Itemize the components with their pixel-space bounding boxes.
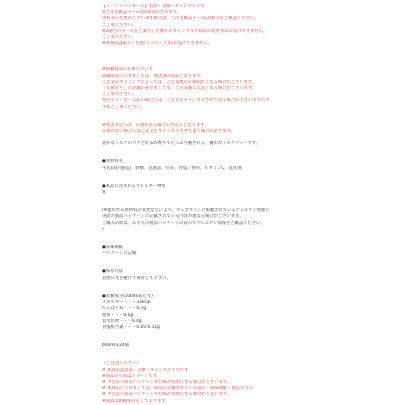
notice-line: ※掲載商品の在庫について (102, 67, 153, 73)
nutrition-item: 脂質・・・0.5g (102, 312, 134, 318)
storage-text: 直射日光を避けて保管して下さい。 (102, 275, 171, 281)
product-description (102, 4, 302, 405)
notice-line: 予めご了承ください。 (102, 104, 145, 110)
allergen-note-line: ご購入の際は、お手元の製品パッケージの表示でアレルゲン情報をご確認ください。 (102, 220, 265, 226)
notice-line: ※ご注文確認メールは1週送信されます。 (102, 10, 181, 16)
nutrition-list (102, 300, 302, 331)
product-description-text: 豊かなミルクのコクと紅茶の香りでたっぷり癒される、贅沢なミルクティーです。 (102, 141, 261, 147)
notice-line: ご注文のタイミングによっては、ご注文後に在庫切れとなる場合がございます。 (102, 79, 257, 85)
nutrition-heading: ●栄養成分(100mlあたり) (102, 293, 153, 299)
notice-line: ※本商品は熨斗・包装(ラッピング)はお受けできません。 (102, 41, 213, 47)
allergen-heading: ●本品に含まれるアレルギー物質 (102, 183, 166, 189)
notice-line: 【イージャパンモール】返品・交換・キャンセル不可 (102, 4, 205, 9)
notice-line: ※ 本商品は返品・交換・キャンセル不可です (102, 367, 189, 373)
storage-heading: ●保存方法 (102, 269, 123, 275)
notice-line: ご了承ください。 (102, 35, 137, 41)
expiry-text: パッケージに記載 (102, 251, 137, 257)
ingredients-heading: ●原材料名 (102, 159, 123, 165)
allergen-note-block (102, 208, 302, 233)
allergen-note-line: ) (102, 226, 104, 232)
shipping-notice-block (102, 123, 302, 135)
notice-line: ※商品は菌種保存をしております。 (102, 398, 170, 404)
allergen-note-line: 実際の製品パッケージに記載されている内容が異なる場合がございます。 (102, 214, 244, 220)
nutrition-item: 食塩相当量・・・0.05-0.11g (102, 324, 160, 330)
notice-line: 送料等の変更がございます場合は、ご注文確認メール(2通目)をご確認ください。 (102, 16, 259, 22)
notice-line: ※ 予告なく商品パッケージや仕様が変更になる場合がございます。 (102, 379, 232, 385)
notice-line: ご了承ください。 (102, 22, 137, 28)
notice-line: ※2通目のメールをご案内した後でのキャンセルや商品の変更等はお受けできません。 (102, 28, 268, 34)
quantity-text: 600ml×24個 (102, 343, 129, 349)
notice-line: 「在庫有り」に記載がありましても、ご注文後に欠品となる場合がございます。 (102, 86, 257, 92)
notice-line: ※商品の写真はイメージです。 (102, 373, 161, 379)
notice-line: ※ 予告なく商品パッケージや仕様が変更になる場合がございます。 (102, 392, 232, 398)
notice-line: ※発送予定日は、在庫がある場合の予定日となります。 (102, 122, 209, 128)
stock-notice-block (102, 67, 302, 110)
notice-line: 在庫がない場合にはご注文をキャンセルさせて頂く場合があります。 (102, 129, 235, 135)
allergen-text: 乳 (102, 190, 107, 196)
ingredients-text: 牛乳(国内製造)、砂糖、乳製品、紅茶、食塩／香料、ビタミンC、乳化剤 (102, 165, 242, 171)
bottom-notice-block (102, 361, 302, 404)
expiry-heading: ●賞味期限 (102, 245, 123, 251)
notice-line: 発売やメーカー欠品の場合には、ご注文をキャンセルさせて頂く場合がございますので (102, 98, 270, 104)
notice-line: 掲載商品につきましては、他店併売商品となります。 (102, 73, 205, 79)
nutrition-item: エネルギー・・・33kcal (102, 300, 151, 306)
nutrition-item: たんぱく質・・・0.7g (102, 306, 146, 312)
allergen-note-line: (※使用する原材料の変更などにより、ウェブサイトに掲載されているアレルゲン情報と (102, 208, 270, 214)
top-notice-block (102, 4, 302, 47)
notice-line: ※ 本商品につきましては、商品に記載されている表示・賞味期限・製造年月の (102, 386, 253, 392)
notice-line: 《ご注意ください》 (102, 361, 141, 367)
notice-line: ご了承ください。 (102, 92, 137, 98)
nutrition-item: 炭水化物・・・6.4g (102, 318, 142, 324)
